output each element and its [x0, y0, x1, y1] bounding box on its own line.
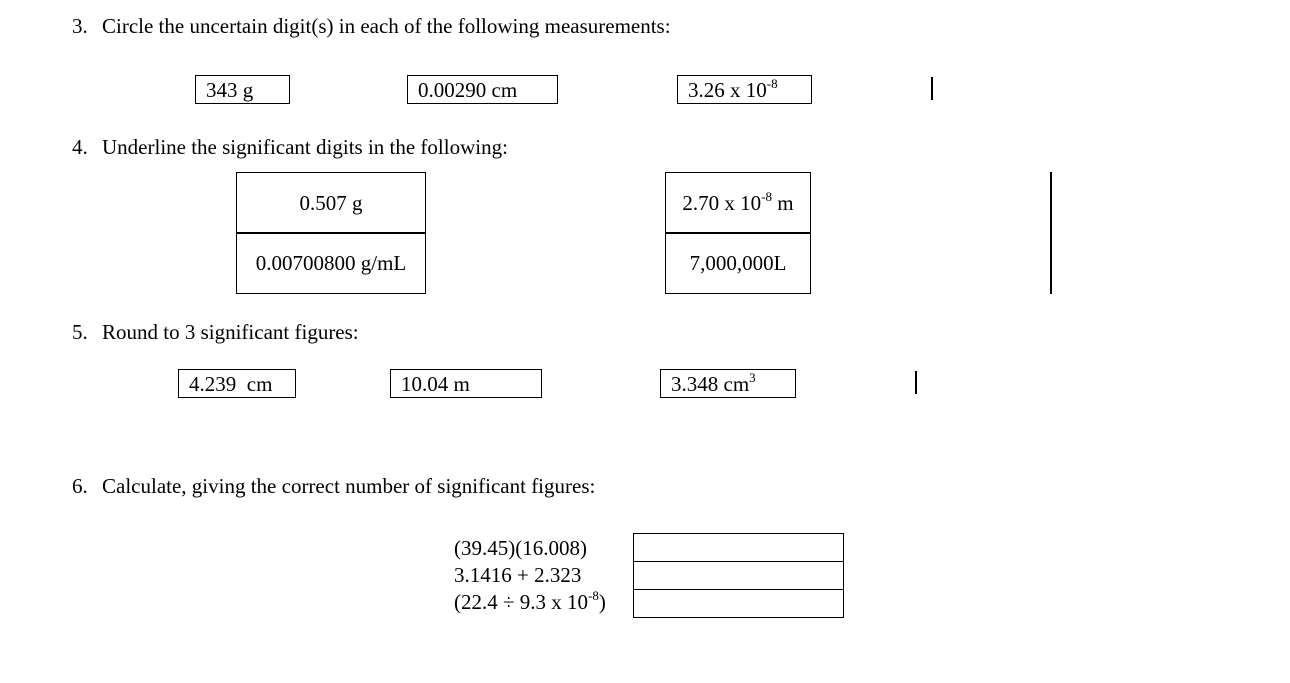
- calc-expression: (22.4 ÷ 9.3 x $10^{-8}$): [454, 588, 606, 614]
- table-cell[interactable]: [236, 232, 426, 294]
- table-cell[interactable]: [665, 172, 811, 234]
- question-number: 6.: [72, 474, 88, 498]
- measurement-value: 3.348 $cm^3$: [671, 370, 756, 396]
- cell-value: 2.70 x $10^{-8}$ m: [682, 188, 794, 215]
- measurement-box[interactable]: [178, 369, 296, 398]
- question-text: Underline the significant digits in the following:: [102, 135, 508, 159]
- measurement-box[interactable]: [677, 75, 812, 104]
- divider-line: [931, 77, 933, 100]
- divider-line: [1050, 172, 1052, 294]
- measurement-box[interactable]: [660, 369, 796, 398]
- answer-field[interactable]: [633, 589, 844, 618]
- answer-field[interactable]: [633, 561, 844, 591]
- question-text: Calculate, giving the correct number of significant figures:: [102, 474, 596, 498]
- measurement-value: 343 g: [206, 78, 254, 102]
- measurement-value: 0.00290 cm: [418, 78, 518, 102]
- measurement-value: 4.239 cm: [189, 372, 273, 396]
- table-cell[interactable]: [665, 232, 811, 294]
- measurement-box[interactable]: [195, 75, 290, 104]
- calc-expression: (39.45)(16.008): [454, 536, 587, 560]
- answer-field[interactable]: [633, 533, 844, 563]
- question-number: 4.: [72, 135, 88, 159]
- question-4: [72, 135, 508, 160]
- measurement-box[interactable]: [407, 75, 558, 104]
- calc-expression: 3.1416 + 2.323: [454, 563, 582, 587]
- cell-value: 7,000,000L: [689, 250, 787, 275]
- cell-value: 0.00700800 g/mL: [255, 250, 407, 275]
- table-cell[interactable]: [236, 172, 426, 234]
- question-number: 3.: [72, 14, 88, 38]
- measurement-box[interactable]: [390, 369, 542, 398]
- measurement-value: 10.04 m: [401, 372, 470, 396]
- cell-value: 0.507 g: [299, 190, 363, 215]
- question-number: 5.: [72, 320, 88, 344]
- question-3: [72, 14, 671, 39]
- question-5: [72, 320, 359, 345]
- measurement-value: 3.26 x $10^{-8}$: [688, 76, 778, 102]
- question-text: Round to 3 significant figures:: [102, 320, 359, 344]
- divider-line: [915, 371, 917, 394]
- question-6: [72, 474, 595, 499]
- question-text: Circle the uncertain digit(s) in each of the following measurements:: [102, 14, 671, 38]
